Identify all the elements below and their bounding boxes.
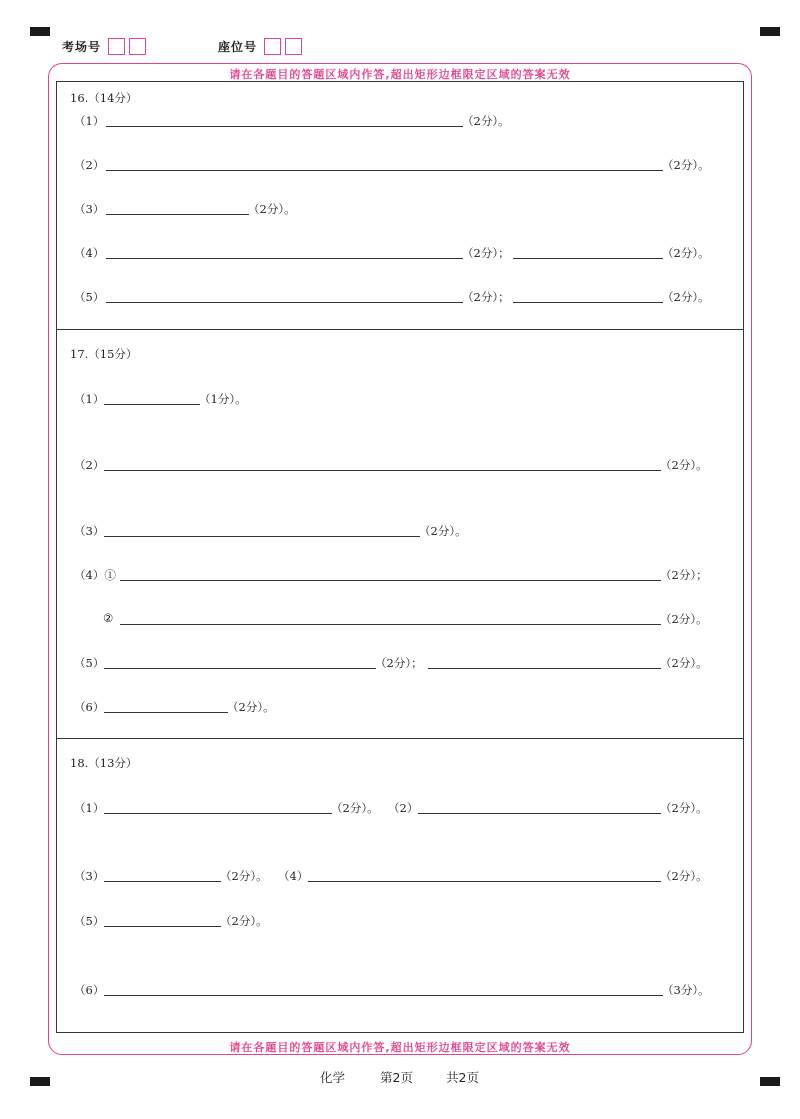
q16-part2-points: （2分）。 bbox=[662, 158, 710, 172]
footer-page-number: 第2页 bbox=[380, 1070, 413, 1085]
q16-title: 16.（14分） bbox=[70, 91, 138, 105]
seat-box-2[interactable] bbox=[285, 38, 302, 55]
q18-part1-points: （2分）。 bbox=[331, 801, 379, 815]
q17-part5-points-b: （2分）。 bbox=[660, 656, 708, 670]
q16-part1-label: （1） bbox=[74, 114, 105, 128]
q16-part5-answer-line-a[interactable] bbox=[106, 302, 463, 303]
seat-label: 座位号 bbox=[218, 40, 258, 54]
registration-mark-top-left bbox=[30, 27, 50, 36]
q16-part2-answer-line[interactable] bbox=[106, 170, 663, 171]
q16-part2-label: （2） bbox=[74, 158, 105, 172]
exam-room-label: 考场号 bbox=[62, 40, 102, 54]
seat-box-1[interactable] bbox=[264, 38, 281, 55]
answer-box bbox=[56, 81, 744, 1033]
q17-part2-answer-line[interactable] bbox=[104, 470, 661, 471]
q16-part3-label: （3） bbox=[74, 202, 105, 216]
q17-part5-label: （5） bbox=[74, 656, 105, 670]
q17-part5-points-a: （2分）； bbox=[375, 656, 423, 670]
footer-total-pages: 共2页 bbox=[446, 1070, 479, 1085]
section-divider-16-17 bbox=[56, 329, 744, 330]
q17-part4-points-b: （2分）。 bbox=[660, 612, 708, 626]
q18-part3-answer-line[interactable] bbox=[104, 881, 221, 882]
q18-part3-points: （2分）。 bbox=[220, 869, 268, 883]
q17-part4-sub2-label: ② bbox=[103, 611, 114, 625]
q17-part2-points: （2分）。 bbox=[660, 458, 708, 472]
q16-part3-answer-line[interactable] bbox=[106, 214, 249, 215]
q17-part6-points: （2分）。 bbox=[227, 700, 275, 714]
q17-part4-label: （4）① bbox=[74, 568, 116, 582]
q17-part6-label: （6） bbox=[74, 700, 105, 714]
registration-mark-bottom-right bbox=[760, 1077, 780, 1086]
exam-room-box-1[interactable] bbox=[108, 38, 125, 55]
q17-part5-answer-line-b[interactable] bbox=[428, 668, 661, 669]
section-divider-17-18 bbox=[56, 738, 744, 739]
q17-part2-label: （2） bbox=[74, 458, 105, 472]
q16-part3-points: （2分）。 bbox=[248, 202, 296, 216]
q18-part6-answer-line[interactable] bbox=[104, 995, 663, 996]
q16-part5-points-a: （2分）； bbox=[462, 290, 510, 304]
q17-part4-answer-line-b[interactable] bbox=[120, 624, 661, 625]
q17-part3-answer-line[interactable] bbox=[104, 536, 420, 537]
footer-subject: 化学 bbox=[320, 1070, 346, 1085]
q17-part5-answer-line-a[interactable] bbox=[104, 668, 376, 669]
q18-part6-label: （6） bbox=[74, 983, 105, 997]
q16-part4-label: （4） bbox=[74, 246, 105, 260]
q16-part4-points-b: （2分）。 bbox=[662, 246, 710, 260]
q17-part4-answer-line-a[interactable] bbox=[120, 580, 661, 581]
q17-part3-label: （3） bbox=[74, 524, 105, 538]
q17-part3-points: （2分）。 bbox=[419, 524, 467, 538]
q16-part1-answer-line[interactable] bbox=[106, 126, 463, 127]
q18-part2-points: （2分）。 bbox=[660, 801, 708, 815]
q17-part1-answer-line[interactable] bbox=[104, 404, 200, 405]
exam-room-box-2[interactable] bbox=[129, 38, 146, 55]
q16-part5-points-b: （2分）。 bbox=[662, 290, 710, 304]
q16-part4-points-a: （2分）； bbox=[462, 246, 510, 260]
q18-part5-answer-line[interactable] bbox=[104, 926, 221, 927]
q17-part6-answer-line[interactable] bbox=[104, 712, 228, 713]
q17-title: 17.（15分） bbox=[70, 347, 138, 361]
q17-part1-points: （1分）。 bbox=[199, 392, 247, 406]
q18-part2-label: （2） bbox=[388, 801, 419, 815]
q18-part1-label: （1） bbox=[74, 801, 105, 815]
q18-part2-answer-line[interactable] bbox=[418, 813, 661, 814]
q17-part4-points-a: （2分）； bbox=[660, 568, 708, 582]
q16-part1-points: （2分）。 bbox=[462, 114, 510, 128]
q16-part5-answer-line-b[interactable] bbox=[513, 302, 663, 303]
q18-part4-answer-line[interactable] bbox=[308, 881, 661, 882]
q16-part4-answer-line-b[interactable] bbox=[513, 258, 663, 259]
q17-part1-label: （1） bbox=[74, 392, 105, 406]
q18-part5-label: （5） bbox=[74, 914, 105, 928]
warning-top: 请在各题目的答题区域内作答,超出矩形边框限定区域的答案无效 bbox=[229, 68, 571, 81]
q18-part5-points: （2分）。 bbox=[220, 914, 268, 928]
q18-part6-points: （3分）。 bbox=[662, 983, 710, 997]
registration-mark-bottom-left bbox=[30, 1077, 50, 1086]
q16-part4-answer-line-a[interactable] bbox=[106, 258, 463, 259]
q18-part3-label: （3） bbox=[74, 869, 105, 883]
q18-part4-points: （2分）。 bbox=[660, 869, 708, 883]
registration-mark-top-right bbox=[760, 27, 780, 36]
warning-bottom: 请在各题目的答题区域内作答,超出矩形边框限定区域的答案无效 bbox=[229, 1041, 571, 1054]
q18-part1-answer-line[interactable] bbox=[104, 813, 332, 814]
q16-part5-label: （5） bbox=[74, 290, 105, 304]
q18-title: 18.（13分） bbox=[70, 756, 138, 770]
q18-part4-label: （4） bbox=[278, 869, 309, 883]
